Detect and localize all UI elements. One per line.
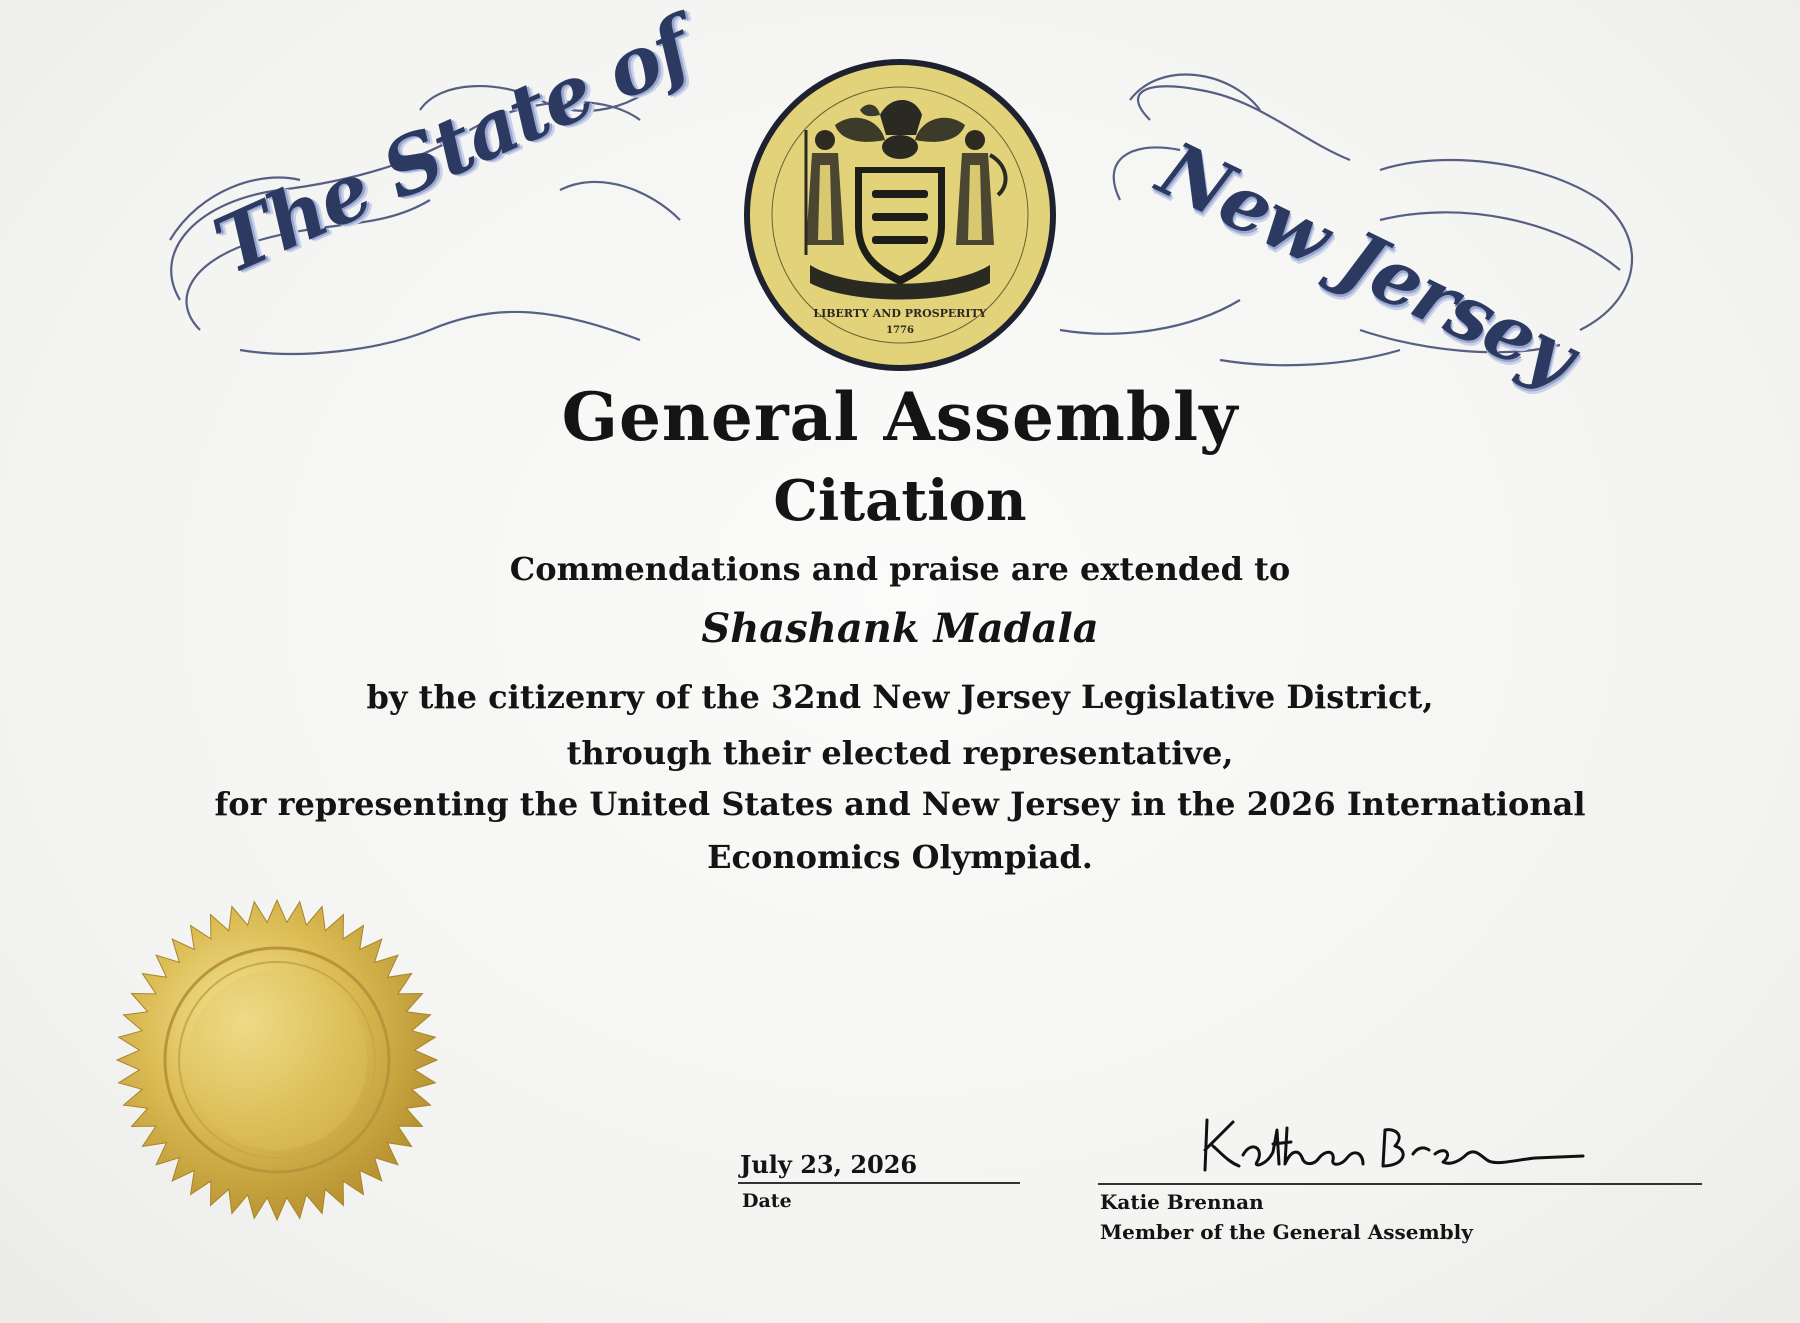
svg-text:LIBERTY AND PROSPERITY: LIBERTY AND PROSPERITY (813, 307, 987, 320)
gold-foil-seal (112, 895, 442, 1225)
signer-name: Katie Brennan (1100, 1190, 1264, 1214)
date-underline (738, 1182, 1020, 1184)
banner-text-the-state-of: The State of (201, 1, 704, 293)
commendation-line: Commendations and praise are extended to (509, 550, 1291, 588)
body-line-3: for representing the United States and New Jersey in the 2026 International (214, 785, 1586, 823)
body-line-2: through their elected representative, (566, 734, 1234, 772)
signature-underline (1098, 1183, 1702, 1185)
recipient-name: Shashank Madala (701, 605, 1099, 652)
new-jersey-state-seal (740, 55, 1060, 375)
signer-title: Member of the General Assembly (1100, 1220, 1473, 1244)
date-label: Date (742, 1190, 792, 1212)
certificate-subtitle: Citation (773, 468, 1027, 534)
certificate-title: General Assembly (561, 378, 1239, 456)
svg-text:1776: 1776 (886, 325, 914, 336)
date-value: July 23, 2026 (740, 1150, 918, 1179)
banner-text-new-jersey: New Jersey (1145, 124, 1589, 402)
handwritten-signature (1195, 1110, 1595, 1190)
body-line-1: by the citizenry of the 32nd New Jersey Legislative District, (366, 678, 1434, 716)
body-line-4: Economics Olympiad. (707, 838, 1093, 876)
